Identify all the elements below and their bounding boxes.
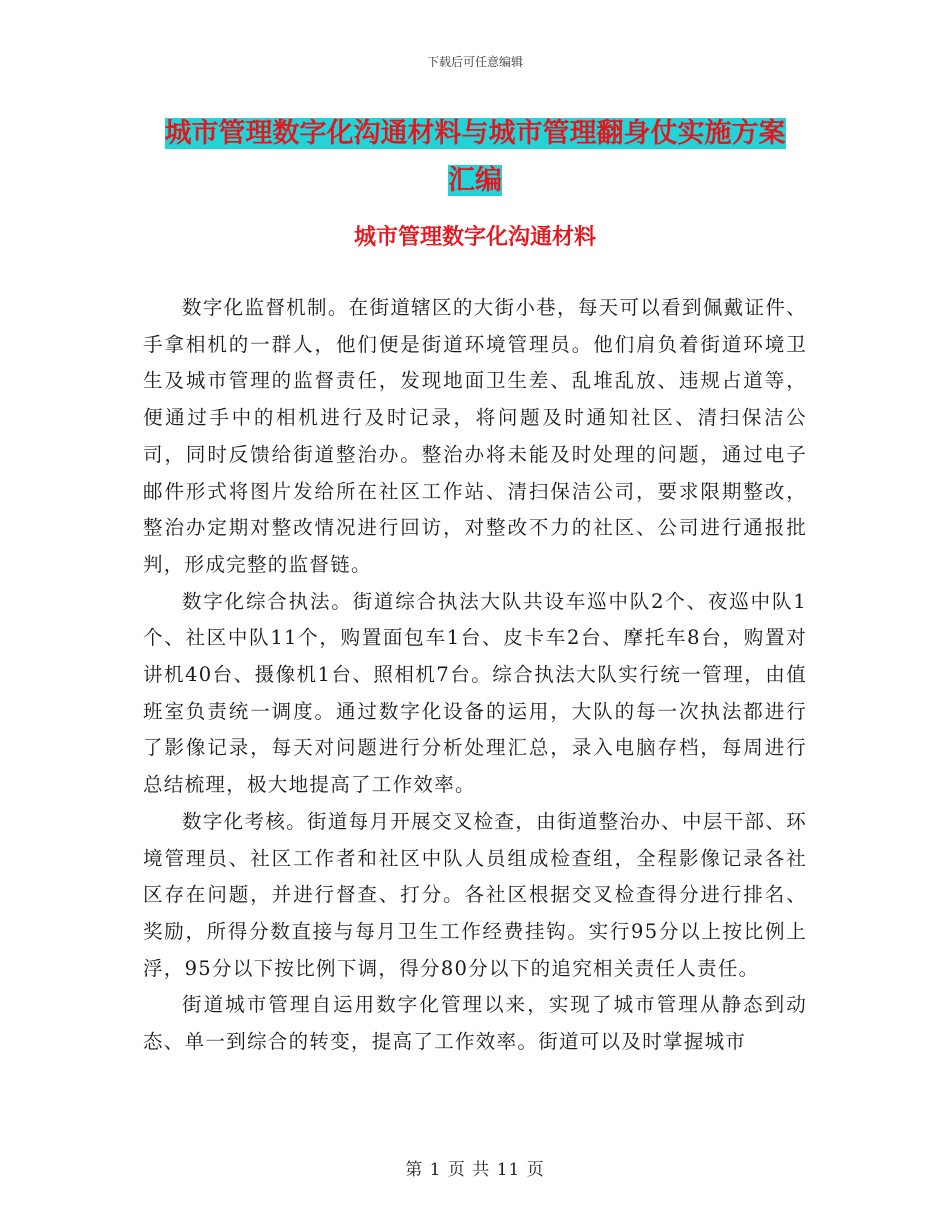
paragraph-digital-supervision: 数字化监督机制。在街道辖区的大街小巷，每天可以看到佩戴证件、手拿相机的一群人，他们便是街道环境管理员。他们肩负着街道环境卫生及城市管理的监督责任，发现地面卫生差、乱堆乱放、违规占道等，便通过手中的相机进行及时记录，将问题及时通知社区、清扫保洁公司，同时反馈给街道整治办。整治办将未能及时处理的问题，通过电子邮件形式将图片发给所在社区工作站、清扫保洁公司，要求限期整改，整治办定期对整改情况进行回访，对整改不力的社区、公司进行通报批判，形成完整的监督链。 — [143, 296, 807, 576]
document-title-line-2: 汇编 — [448, 165, 502, 196]
document-title — [140, 110, 810, 204]
paragraph-digital-enforcement: 数字化综合执法。街道综合执法大队共设车巡中队2个、夜巡中队1个、社区中队11个，购置面包车1台、皮卡车2台、摩托车8台，购置对讲机40台、摄像机1台、照相机7台。综合执法大队实行统一管理，由值班室负责统一调度。通过数字化设备的运用，大队的每一次执法都进行了影像记录，每天对问题进行分析处理汇总，录入电脑存档，每周进行总结梳理，极大地提高了工作效率。 — [143, 589, 807, 797]
paragraph-digital-results: 街道城市管理自运用数字化管理以来，实现了城市管理从静态到动态、单一到综合的转变，提高了工作效率。街道可以及时掌握城市 — [143, 993, 807, 1054]
paragraph-digital-assessment: 数字化考核。街道每月开展交叉检查，由街道整治办、中层干部、环境管理员、社区工作者和社区中队人员组成检查组，全程影像记录各社区存在问题，并进行督查、打分。各社区根据交叉检查得分进行排名、奖励，所得分数直接与每月卫生工作经费挂钩。实行95分以上按比例上浮，95分以下按比例下调，得分80分以下的追究相关责任人责任。 — [143, 809, 807, 980]
document-body — [143, 290, 807, 1061]
section-title: 城市管理数字化沟通材料 — [353, 224, 596, 250]
page-header-note: 下载后可任意编辑 — [426, 55, 523, 69]
document-title-line-1: 城市管理数字化沟通材料与城市管理翻身仗实施方案 — [164, 118, 786, 149]
page-number-footer: 第 1 页 共 11 页 — [405, 1160, 545, 1180]
